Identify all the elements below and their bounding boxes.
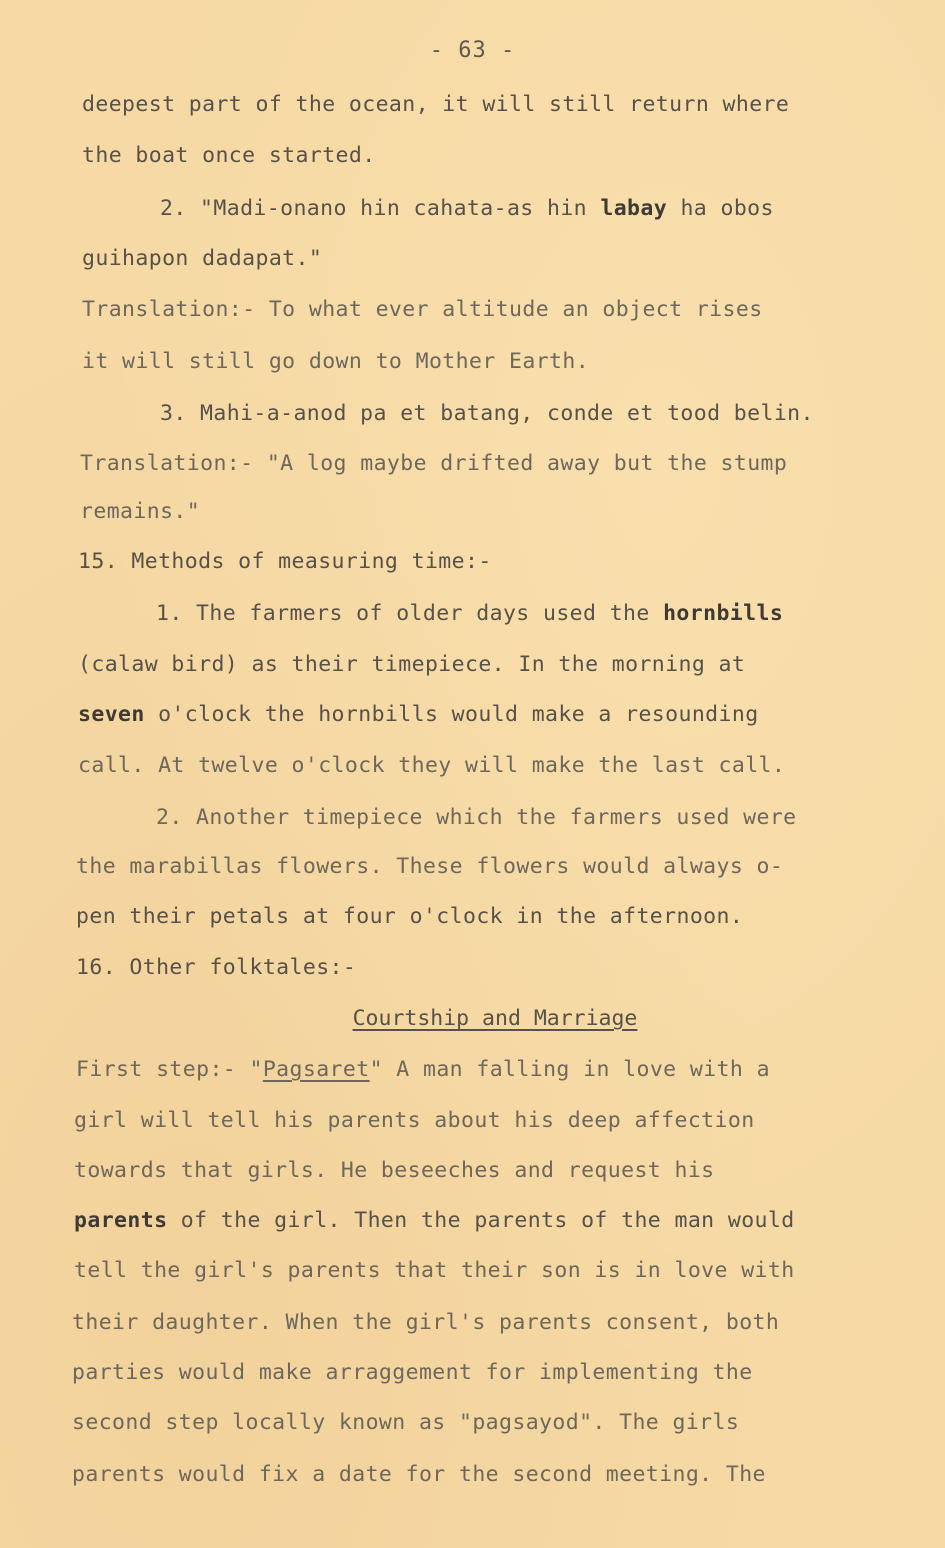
courtship-heading: Courtship and Marriage — [352, 1006, 638, 1031]
translation-2-line-2: it will still go down to Mother Earth. — [82, 349, 590, 374]
time-1-line-2: (calaw bird) as their timepiece. In the morning at — [78, 652, 746, 677]
proverb-2-line-2: guihapon dadapat." — [82, 246, 323, 271]
time-1-line-1 — [156, 601, 783, 626]
courtship-line-3: towards that girls. He beseeches and request his — [74, 1158, 715, 1183]
first-step-label: First step:- " — [76, 1057, 263, 1082]
courtship-line-9: parents would fix a date for the second meeting. The — [72, 1462, 766, 1487]
time-1-line-3 — [78, 702, 759, 727]
courtship-line-2: girl will tell his parents about his deep affection — [74, 1108, 755, 1133]
courtship-line-6: their daughter. When the girl's parents consent, both — [72, 1310, 780, 1335]
translation-3-line-2: remains." — [80, 499, 201, 524]
courtship-line-8: second step locally known as "pagsayod". The girls — [72, 1410, 740, 1435]
seven-bold-word: seven — [78, 702, 145, 727]
page-number: - 63 - — [429, 38, 516, 63]
proverb-3-line-1: 3. Mahi-a-anod pa et batang, conde et tood belin. — [160, 401, 814, 426]
pagsaret-term: Pagsaret — [262, 1057, 370, 1082]
proverb-2-line-1 — [160, 196, 774, 221]
time-2-line-2: the marabillas flowers. These flowers would always o- — [76, 854, 784, 879]
translation-2-line-1: Translation:- To what ever altitude an object rises — [82, 297, 763, 322]
text-line-2: the boat once started. — [82, 143, 376, 168]
hornbills-bold-word: hornbills — [663, 601, 784, 626]
courtship-line-5: tell the girl's parents that their son is in love with — [74, 1258, 795, 1283]
time-2-line-3: pen their petals at four o'clock in the afternoon. — [76, 904, 744, 929]
courtship-line-7: parties would make arraggement for implementing the — [72, 1360, 753, 1385]
time-1-line-3-text: o'clock the hornbills would make a resounding — [144, 702, 759, 727]
text-line-1: deepest part of the ocean, it will still return where — [82, 92, 790, 117]
translation-3-line-1: Translation:- "A log maybe drifted away but the stump — [80, 451, 788, 476]
time-1-line-4: call. At twelve o'clock they will make the last call. — [78, 753, 786, 778]
courtship-line-4 — [74, 1208, 795, 1233]
courtship-line-1 — [76, 1057, 770, 1082]
parents-bold-word: parents — [74, 1208, 168, 1233]
proverb-2-text-b: ha obos — [667, 196, 774, 221]
time-2-line-1: 2. Another timepiece which the farmers used were — [156, 805, 797, 830]
courtship-line-4-text: of the girl. Then the parents of the man would — [167, 1208, 795, 1233]
courtship-line-1-text: " A man falling in love with a — [369, 1057, 770, 1082]
proverb-2-bold-word: labay — [600, 196, 668, 221]
section-16-heading: 16. Other folktales:- — [76, 955, 357, 980]
section-15-heading: 15. Methods of measuring time:- — [78, 549, 492, 574]
proverb-2-text-a: 2. "Madi-onano hin cahata-as hin — [160, 196, 601, 221]
time-1-text: 1. The farmers of older days used the — [156, 601, 664, 626]
